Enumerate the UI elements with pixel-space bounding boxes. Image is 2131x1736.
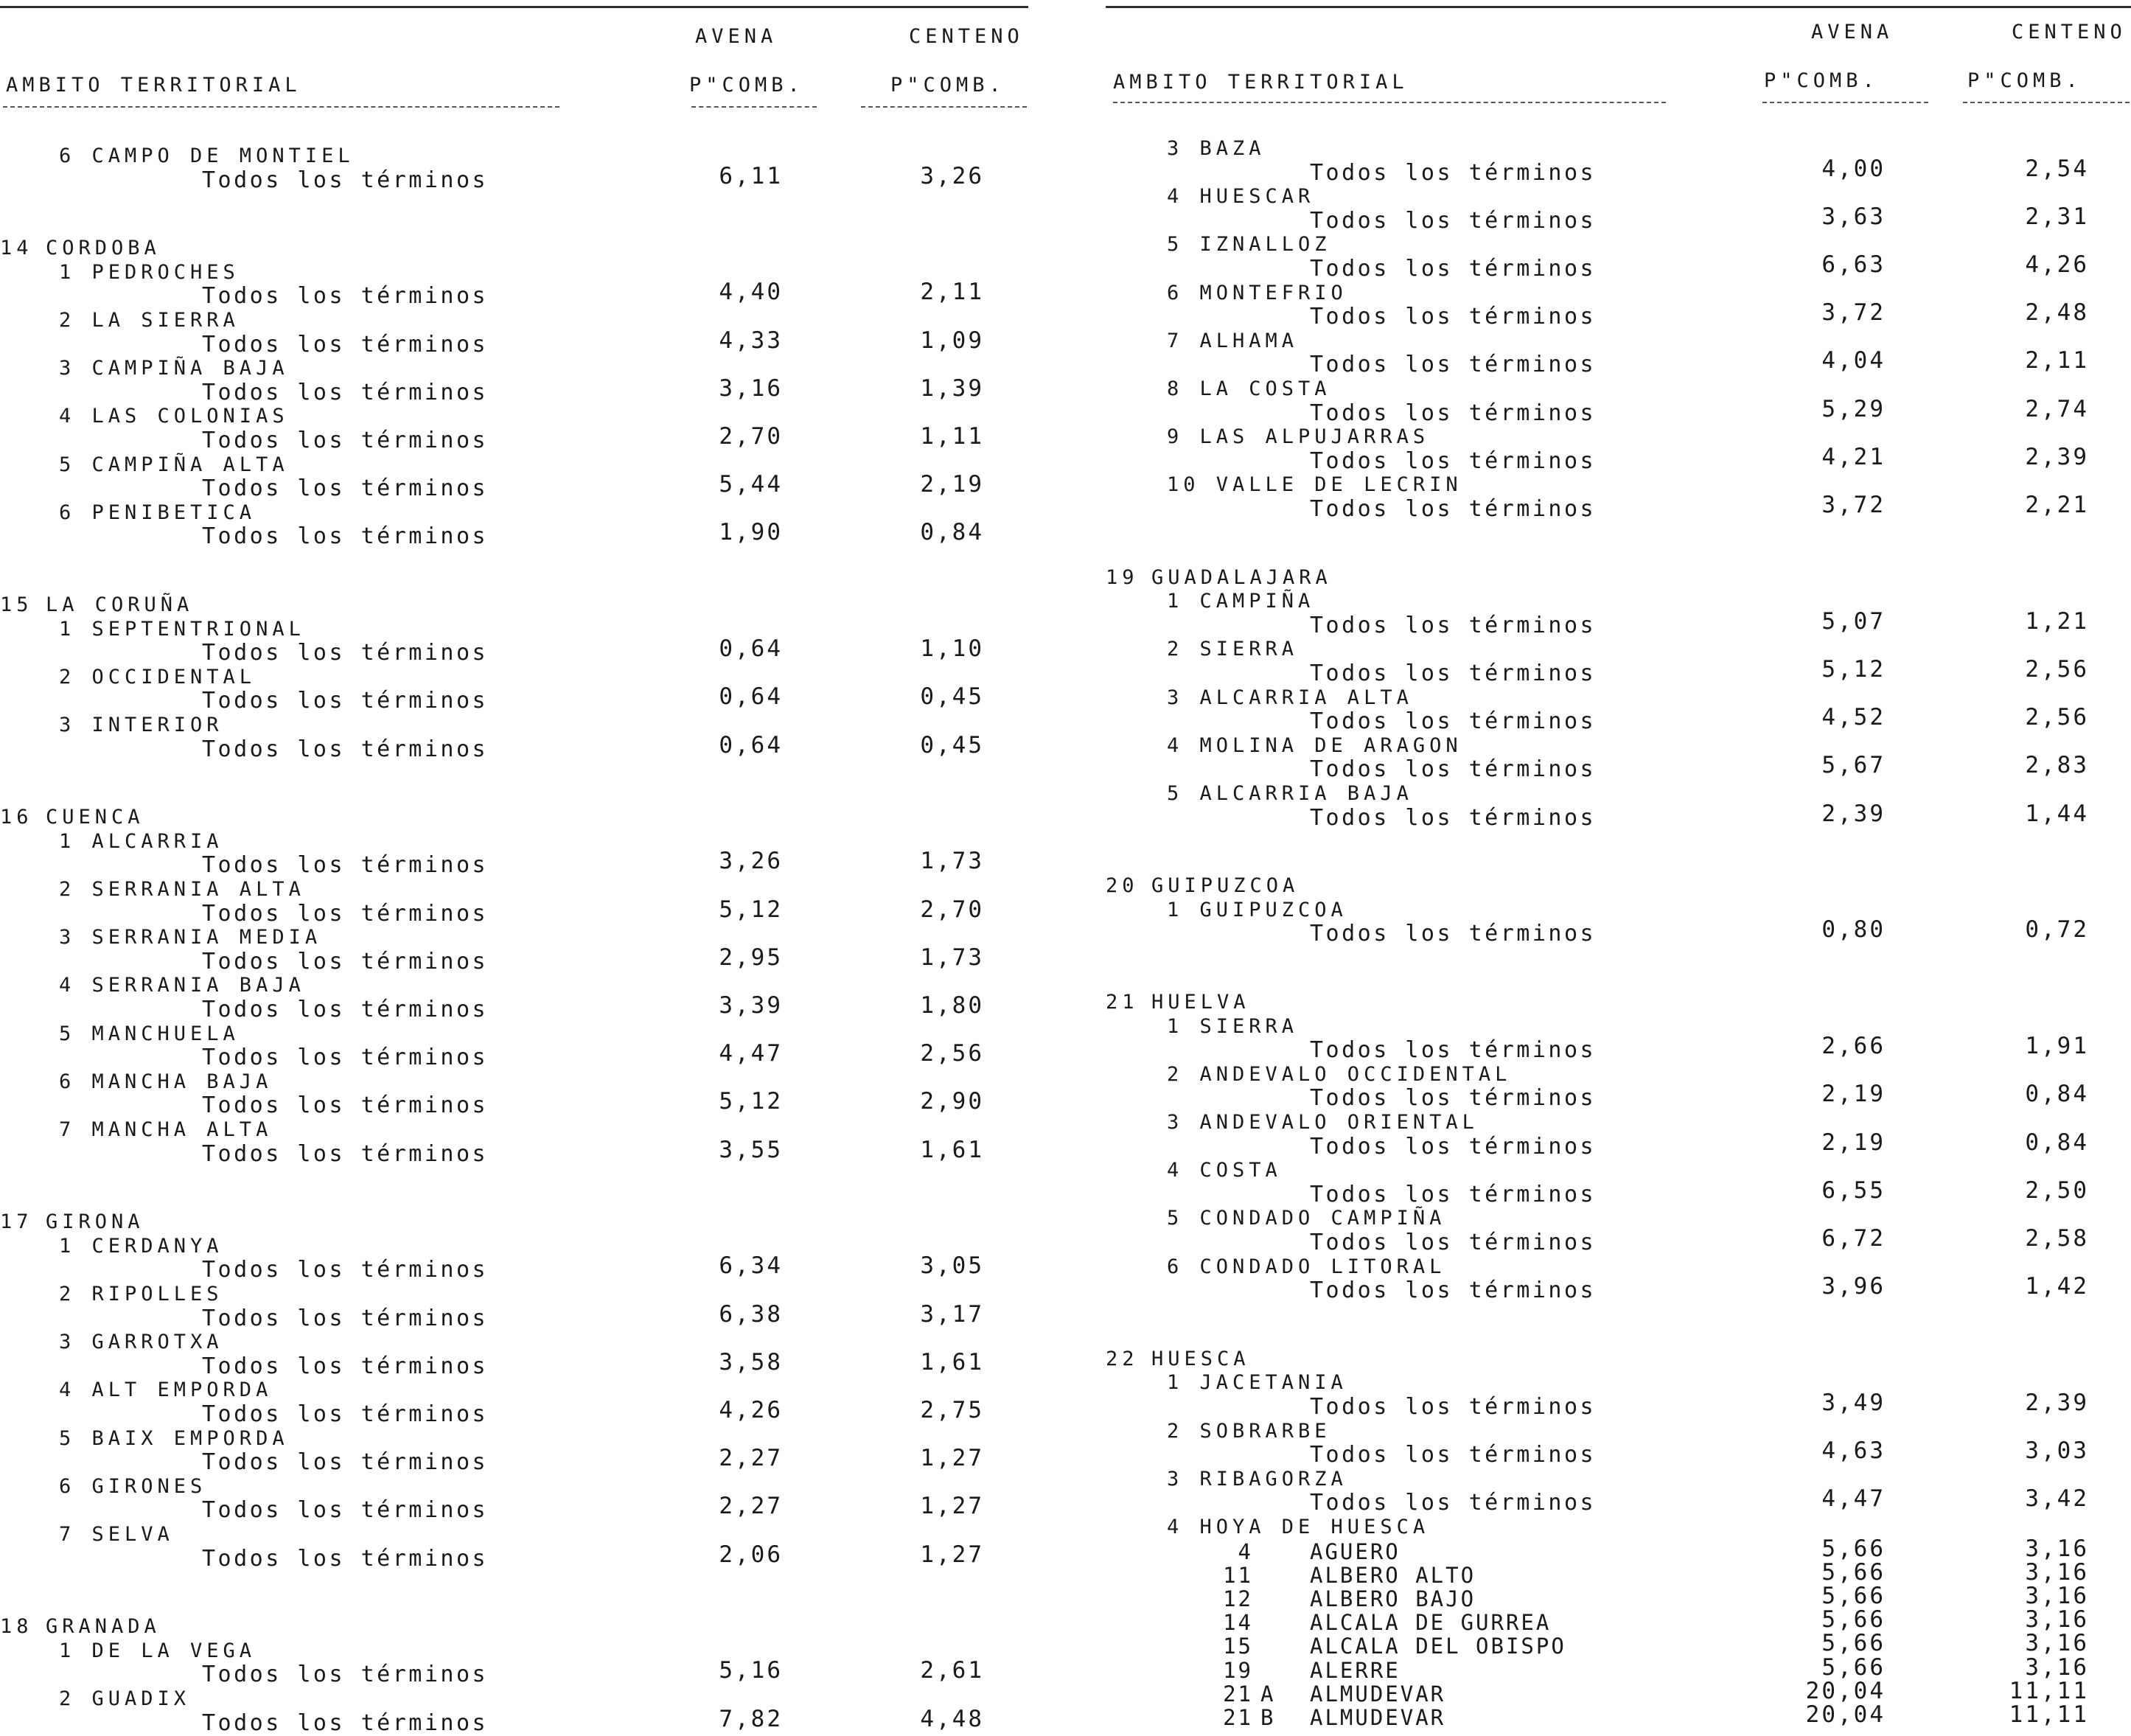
- term-label: Todos los términos: [202, 331, 489, 358]
- header-dash-unit2: [861, 106, 1027, 108]
- centeno-value: 1,10: [920, 635, 984, 663]
- comarca-label: 7 SELVA: [59, 1523, 174, 1546]
- comarca-label: 2 SIERRA: [1167, 638, 1299, 661]
- centeno-value: 1,61: [920, 1136, 984, 1163]
- avena-value: 4,52: [1821, 704, 1886, 731]
- term-label: Todos los términos: [1310, 708, 1597, 735]
- avena-value: 3,55: [719, 1136, 783, 1163]
- avena-value: 2,39: [1821, 800, 1886, 827]
- centeno-value: 3,42: [2025, 1485, 2089, 1513]
- avena-value: 5,66: [1821, 1558, 1886, 1586]
- province-code: 19: [1106, 565, 1139, 589]
- comarca-label: 6 GIRONES: [59, 1474, 207, 1498]
- centeno-value: 1,73: [920, 848, 984, 875]
- centeno-value: 11,11: [2009, 1677, 2089, 1704]
- term-label: Todos los términos: [202, 1662, 489, 1688]
- avena-value: 4,63: [1821, 1437, 1886, 1465]
- centeno-value: 0,72: [2025, 916, 2089, 944]
- comarca-label: 4 COSTA: [1167, 1159, 1282, 1182]
- centeno-value: 3,05: [920, 1252, 984, 1280]
- comarca-label: 5 CONDADO CAMPIÑA: [1167, 1207, 1446, 1230]
- term-label: Todos los términos: [202, 475, 489, 502]
- term-label: Todos los términos: [1310, 756, 1597, 783]
- avena-value: 2,66: [1821, 1033, 1886, 1060]
- term-label: Todos los términos: [202, 1709, 489, 1736]
- term-label: Todos los términos: [202, 900, 489, 927]
- comarca-label: 1 SEPTENTRIONAL: [59, 617, 305, 641]
- comarca-label: 3 INTERIOR: [59, 714, 223, 736]
- municipality-code: 21: [1223, 1681, 1253, 1707]
- term-label: Todos los términos: [202, 1545, 489, 1572]
- centeno-value: 2,48: [2025, 299, 2089, 327]
- avena-value: 6,55: [1821, 1176, 1886, 1204]
- municipality-name: ALMUDEVAR: [1310, 1705, 1446, 1730]
- avena-value: 5,07: [1821, 607, 1886, 635]
- term-label: Todos los términos: [202, 1257, 489, 1283]
- header-unit2: P"COMB.: [1967, 69, 2082, 92]
- province-code: 20: [1106, 874, 1139, 898]
- comarca-label: 5 BAIX EMPORDA: [59, 1426, 289, 1450]
- avena-value: 5,66: [1821, 1606, 1886, 1634]
- centeno-value: 2,56: [2025, 656, 2089, 683]
- avena-value: 2,70: [719, 423, 783, 450]
- header-dash-unit1: [691, 106, 817, 108]
- comarca-label: 2 GUADIX: [59, 1687, 191, 1710]
- term-label: Todos los términos: [1310, 1490, 1597, 1516]
- centeno-value: 3,16: [2025, 1558, 2089, 1586]
- header-unit1: P"COMB.: [689, 74, 804, 97]
- centeno-value: 0,45: [920, 683, 984, 711]
- term-label: Todos los términos: [1310, 1133, 1597, 1160]
- centeno-value: 2,39: [2025, 443, 2089, 470]
- centeno-value: 11,11: [2009, 1701, 2089, 1728]
- centeno-value: 1,44: [2025, 800, 2089, 827]
- header-dash-ambito: [1113, 102, 1666, 103]
- comarca-label: 3 GARROTXA: [59, 1331, 223, 1354]
- term-label: Todos los términos: [1310, 612, 1597, 638]
- term-label: Todos los términos: [202, 1045, 489, 1071]
- comarca-label: 2 SERRANIA ALTA: [59, 878, 305, 901]
- centeno-value: 1,80: [920, 992, 984, 1019]
- centeno-value: 2,56: [2025, 704, 2089, 731]
- avena-value: 7,82: [719, 1705, 783, 1732]
- term-label: Todos los términos: [202, 948, 489, 975]
- municipality-name: ALCALA DE GURREA: [1310, 1610, 1552, 1636]
- avena-value: 5,66: [1821, 1535, 1886, 1562]
- avena-value: 2,27: [719, 1493, 783, 1520]
- avena-value: 3,16: [719, 374, 783, 402]
- comarca-label: 3 ANDEVALO ORIENTAL: [1167, 1111, 1479, 1134]
- avena-value: 4,47: [1821, 1485, 1886, 1513]
- term-label: Todos los términos: [1310, 1277, 1597, 1304]
- avena-value: 6,72: [1821, 1225, 1886, 1252]
- avena-value: 3,63: [1821, 203, 1886, 230]
- term-label: Todos los términos: [202, 1497, 489, 1524]
- term-label: Todos los términos: [1310, 921, 1597, 947]
- header-ambito: AMBITO TERRITORIAL: [1113, 71, 1409, 94]
- province-code: 14: [0, 237, 33, 260]
- comarca-label: 10 VALLE DE LECRIN: [1167, 473, 1462, 497]
- comarca-label: 2 SOBRARBE: [1167, 1419, 1331, 1443]
- term-label: Todos los términos: [1310, 660, 1597, 686]
- term-label: Todos los términos: [202, 1305, 489, 1331]
- comarca-label: 2 LA SIERRA: [59, 309, 240, 332]
- province-name: GUADALAJARA: [1151, 565, 1332, 589]
- term-label: Todos los términos: [202, 640, 489, 666]
- comarca-label: 5 CAMPIÑA ALTA: [59, 453, 289, 476]
- term-label: Todos los términos: [202, 736, 489, 762]
- centeno-value: 2,19: [920, 471, 984, 498]
- municipality-code: 11: [1223, 1562, 1253, 1588]
- comarca-label: 4 HOYA DE HUESCA: [1167, 1516, 1430, 1538]
- centeno-value: 3,16: [2025, 1630, 2089, 1657]
- comarca-label: 7 MANCHA ALTA: [59, 1118, 273, 1141]
- centeno-value: 1,11: [920, 423, 984, 450]
- term-label: Todos los términos: [1310, 1442, 1597, 1468]
- avena-value: 5,67: [1821, 752, 1886, 779]
- centeno-value: 1,09: [920, 327, 984, 354]
- municipality-code: 15: [1223, 1634, 1253, 1659]
- avena-value: 0,64: [719, 635, 783, 663]
- centeno-value: 3,16: [2025, 1653, 2089, 1681]
- comarca-label: 4 MOLINA DE ARAGON: [1167, 733, 1462, 757]
- centeno-value: 3,16: [2025, 1583, 2089, 1609]
- term-label: Todos los términos: [1310, 1181, 1597, 1207]
- comarca-label: 1 SIERRA: [1167, 1014, 1299, 1038]
- province-name: LA CORUÑA: [46, 593, 194, 616]
- municipality-name: ALCALA DEL OBISPO: [1310, 1634, 1566, 1659]
- centeno-value: 1,27: [920, 1541, 984, 1568]
- centeno-value: 2,50: [2025, 1176, 2089, 1204]
- avena-value: 5,12: [719, 896, 783, 923]
- municipality-suffix: B: [1260, 1705, 1276, 1730]
- province-code: 15: [0, 593, 33, 616]
- comarca-label: 5 IZNALLOZ: [1167, 233, 1331, 257]
- avena-value: 3,58: [719, 1348, 783, 1376]
- centeno-value: 2,11: [920, 279, 984, 306]
- term-label: Todos los términos: [202, 379, 489, 405]
- avena-value: 2,19: [1821, 1081, 1886, 1108]
- centeno-value: 3,16: [2025, 1535, 2089, 1562]
- avena-value: 4,04: [1821, 347, 1886, 374]
- header-dash-unit1: [1762, 102, 1928, 103]
- avena-value: 5,16: [719, 1657, 783, 1684]
- avena-value: 0,80: [1821, 916, 1886, 944]
- header-crop1: AVENA: [1811, 21, 1894, 43]
- avena-value: 6,11: [719, 162, 783, 189]
- municipality-name: ALBERO BAJO: [1310, 1586, 1476, 1611]
- term-label: Todos los términos: [202, 1140, 489, 1167]
- comarca-label: 6 MONTEFRIO: [1167, 281, 1347, 304]
- municipality-name: ALERRE: [1310, 1657, 1401, 1683]
- centeno-value: 1,42: [2025, 1273, 2089, 1300]
- comarca-label: 6 MANCHA BAJA: [59, 1070, 273, 1093]
- term-label: Todos los términos: [202, 852, 489, 879]
- comarca-label: 6 CONDADO LITORAL: [1167, 1255, 1446, 1278]
- term-label: Todos los términos: [1310, 400, 1597, 426]
- province-name: GRANADA: [46, 1615, 161, 1639]
- comarca-label: 1 CERDANYA: [59, 1234, 223, 1258]
- centeno-value: 1,39: [920, 374, 984, 402]
- centeno-value: 1,27: [920, 1493, 984, 1520]
- term-label: Todos los términos: [1310, 447, 1597, 474]
- province-name: CUENCA: [46, 806, 144, 829]
- comarca-label: 1 CAMPIÑA: [1167, 590, 1315, 613]
- header-dash-ambito: [3, 106, 559, 108]
- avena-value: 5,29: [1821, 395, 1886, 422]
- term-label: Todos los términos: [202, 283, 489, 310]
- province-code: 22: [1106, 1347, 1139, 1370]
- municipality-code: 12: [1223, 1586, 1253, 1611]
- comarca-label: 3 RIBAGORZA: [1167, 1467, 1347, 1491]
- term-label: Todos los términos: [1310, 207, 1597, 234]
- avena-value: 4,47: [719, 1040, 783, 1067]
- avena-value: 4,40: [719, 279, 783, 306]
- term-label: Todos los términos: [1310, 804, 1597, 831]
- comarca-label: 9 LAS ALPUJARRAS: [1167, 425, 1430, 449]
- top-rule: [1106, 6, 2131, 8]
- term-label: Todos los términos: [202, 997, 489, 1022]
- province-name: GIRONA: [46, 1210, 144, 1234]
- centeno-value: 2,58: [2025, 1225, 2089, 1252]
- province-code: 21: [1106, 991, 1139, 1014]
- comarca-label: 3 ALCARRIA ALTA: [1167, 686, 1413, 709]
- province-name: GUIPUZCOA: [1151, 874, 1300, 898]
- term-label: Todos los términos: [1310, 1085, 1597, 1112]
- avena-value: 2,95: [719, 944, 783, 971]
- term-label: Todos los términos: [202, 523, 489, 550]
- term-label: Todos los términos: [1310, 1394, 1597, 1420]
- term-label: Todos los términos: [1310, 256, 1597, 282]
- province-name: HUESCA: [1151, 1347, 1250, 1370]
- municipality-suffix: A: [1260, 1681, 1276, 1707]
- avena-value: 5,66: [1821, 1653, 1886, 1681]
- centeno-value: 4,26: [2025, 251, 2089, 278]
- avena-value: 5,44: [719, 471, 783, 498]
- centeno-value: 2,31: [2025, 203, 2089, 230]
- centeno-value: 3,26: [920, 162, 984, 189]
- header-unit1: P"COMB.: [1764, 69, 1879, 92]
- avena-value: 5,66: [1821, 1630, 1886, 1657]
- header-ambito: AMBITO TERRITORIAL: [6, 74, 301, 97]
- province-code: 16: [0, 806, 33, 829]
- avena-value: 3,39: [719, 992, 783, 1019]
- municipality-name: ALBERO ALTO: [1310, 1562, 1476, 1588]
- comarca-label: 5 ALCARRIA BAJA: [1167, 782, 1413, 805]
- centeno-value: 2,21: [2025, 492, 2089, 518]
- comarca-label: 3 BAZA: [1167, 137, 1266, 160]
- centeno-value: 1,21: [2025, 607, 2089, 635]
- municipality-code: 4: [1238, 1538, 1253, 1564]
- municipality-name: AGUERO: [1310, 1538, 1401, 1564]
- centeno-value: 2,54: [2025, 155, 2089, 182]
- comarca-label: 4 SERRANIA BAJA: [59, 974, 305, 997]
- comarca-label: 7 ALHAMA: [1167, 329, 1299, 352]
- avena-value: 6,38: [719, 1300, 783, 1328]
- term-label: Todos los términos: [202, 688, 489, 714]
- comarca-label: 1 JACETANIA: [1167, 1371, 1347, 1395]
- centeno-value: 1,61: [920, 1348, 984, 1376]
- centeno-value: 0,84: [2025, 1129, 2089, 1156]
- centeno-value: 2,74: [2025, 395, 2089, 422]
- avena-value: 3,96: [1821, 1273, 1886, 1300]
- term-label: Todos los términos: [202, 167, 489, 193]
- avena-value: 3,72: [1821, 299, 1886, 327]
- comarca-label: 1 DE LA VEGA: [59, 1639, 257, 1662]
- centeno-value: 1,73: [920, 944, 984, 971]
- avena-value: 1,90: [719, 519, 783, 546]
- centeno-value: 3,17: [920, 1300, 984, 1328]
- term-label: Todos los términos: [1310, 304, 1597, 330]
- municipality-code: 19: [1223, 1657, 1253, 1683]
- comarca-label: 3 SERRANIA MEDIA: [59, 926, 322, 949]
- avena-value: 5,12: [1821, 656, 1886, 683]
- avena-value: 5,66: [1821, 1583, 1886, 1609]
- comarca-label: 1 GUIPUZCOA: [1167, 898, 1347, 921]
- centeno-value: 1,91: [2025, 1033, 2089, 1060]
- avena-value: 4,21: [1821, 443, 1886, 470]
- municipality-name: ALMUDEVAR: [1310, 1681, 1446, 1707]
- municipality-code: 21: [1223, 1705, 1253, 1730]
- centeno-value: 2,56: [920, 1040, 984, 1067]
- term-label: Todos los términos: [1310, 159, 1597, 186]
- centeno-value: 2,83: [2025, 752, 2089, 779]
- avena-value: 2,06: [719, 1541, 783, 1568]
- comarca-label: 4 LAS COLONIAS: [59, 405, 289, 428]
- centeno-value: 0,84: [2025, 1081, 2089, 1108]
- term-label: Todos los términos: [1310, 1230, 1597, 1255]
- term-label: Todos los términos: [202, 1092, 489, 1119]
- header-crop2: CENTENO: [2012, 21, 2127, 43]
- avena-value: 3,72: [1821, 492, 1886, 518]
- top-rule: [0, 6, 1028, 8]
- centeno-value: 4,48: [920, 1705, 984, 1732]
- header-unit2: P"COMB.: [890, 74, 1005, 97]
- comarca-label: 4 HUESCAR: [1167, 185, 1315, 209]
- term-label: Todos los términos: [202, 428, 489, 453]
- centeno-value: 1,27: [920, 1445, 984, 1472]
- header-crop2: CENTENO: [909, 25, 1024, 48]
- avena-value: 20,04: [1805, 1701, 1886, 1728]
- avena-value: 5,12: [719, 1088, 783, 1115]
- term-label: Todos los términos: [1310, 352, 1597, 378]
- province-code: 17: [0, 1210, 33, 1234]
- term-label: Todos los términos: [202, 1353, 489, 1379]
- centeno-value: 0,45: [920, 731, 984, 759]
- avena-value: 6,34: [719, 1252, 783, 1280]
- term-label: Todos los términos: [1310, 1037, 1597, 1064]
- avena-value: 4,00: [1821, 155, 1886, 182]
- avena-value: 0,64: [719, 683, 783, 711]
- centeno-value: 2,90: [920, 1088, 984, 1115]
- province-code: 18: [0, 1615, 33, 1639]
- term-label: Todos los términos: [1310, 496, 1597, 522]
- term-label: Todos los términos: [202, 1401, 489, 1427]
- comarca-label: 3 CAMPIÑA BAJA: [59, 357, 289, 380]
- header-crop1: AVENA: [695, 25, 778, 48]
- left-column: [0, 0, 1032, 1736]
- avena-value: 6,63: [1821, 251, 1886, 278]
- avena-value: 20,04: [1805, 1677, 1886, 1704]
- centeno-value: 3,16: [2025, 1606, 2089, 1634]
- comarca-label: 6 CAMPO DE MONTIEL: [59, 144, 355, 167]
- municipality-code: 14: [1223, 1610, 1253, 1636]
- comarca-label: 2 ANDEVALO OCCIDENTAL: [1167, 1062, 1512, 1086]
- avena-value: 0,64: [719, 731, 783, 759]
- centeno-value: 2,75: [920, 1397, 984, 1423]
- centeno-value: 0,84: [920, 519, 984, 546]
- header-dash-unit2: [1963, 102, 2130, 103]
- comarca-label: 2 RIPOLLES: [59, 1283, 223, 1306]
- term-label: Todos los términos: [202, 1449, 489, 1476]
- province-name: CORDOBA: [46, 237, 161, 260]
- avena-value: 2,27: [719, 1445, 783, 1472]
- avena-value: 4,33: [719, 327, 783, 354]
- comarca-label: 1 ALCARRIA: [59, 829, 223, 853]
- centeno-value: 2,11: [2025, 347, 2089, 374]
- avena-value: 3,26: [719, 848, 783, 875]
- avena-value: 2,19: [1821, 1129, 1886, 1156]
- comarca-label: 6 PENIBETICA: [59, 501, 257, 524]
- centeno-value: 3,03: [2025, 1437, 2089, 1465]
- centeno-value: 2,70: [920, 896, 984, 923]
- comarca-label: 5 MANCHUELA: [59, 1022, 240, 1045]
- comarca-label: 4 ALT EMPORDA: [59, 1378, 273, 1402]
- centeno-value: 2,61: [920, 1657, 984, 1684]
- avena-value: 4,26: [719, 1397, 783, 1423]
- comarca-label: 8 LA COSTA: [1167, 377, 1331, 400]
- right-column: [1106, 0, 2131, 1730]
- avena-value: 3,49: [1821, 1390, 1886, 1416]
- comarca-label: 1 PEDROCHES: [59, 260, 240, 284]
- comarca-label: 2 OCCIDENTAL: [59, 665, 257, 689]
- centeno-value: 2,39: [2025, 1390, 2089, 1416]
- province-name: HUELVA: [1151, 991, 1250, 1014]
